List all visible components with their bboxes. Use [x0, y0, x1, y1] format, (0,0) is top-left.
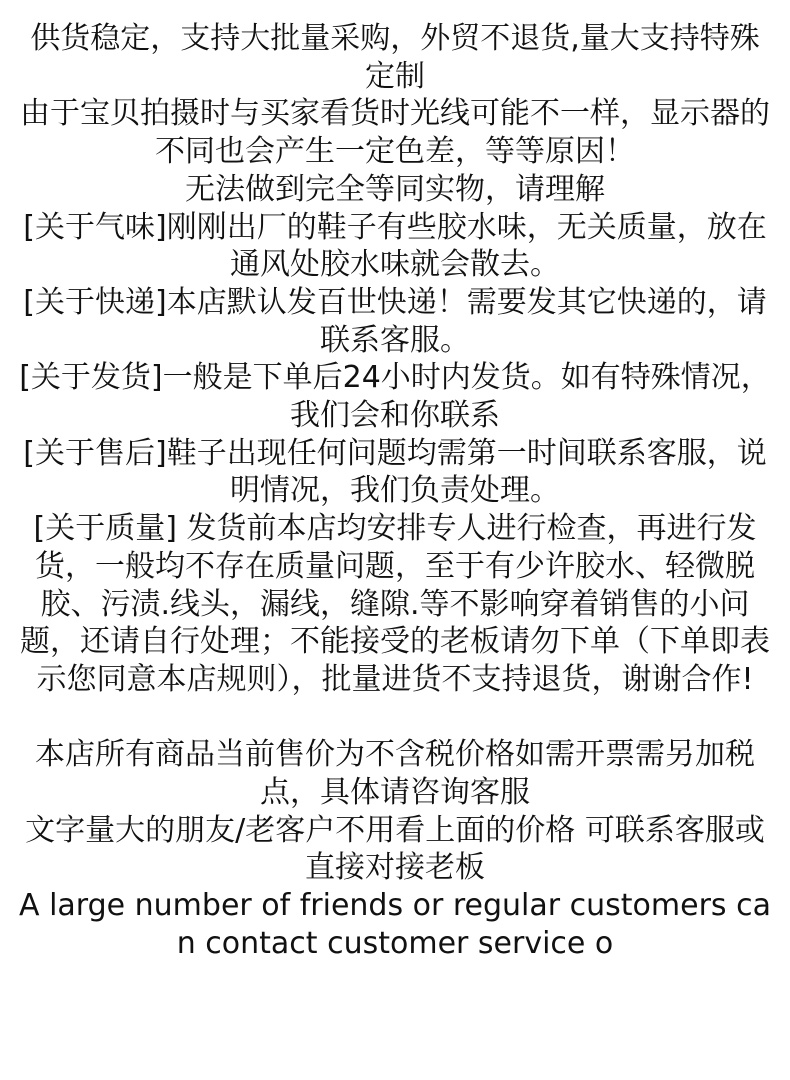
- supply-notice: 供货稳定，支持大批量采购，外贸不退货,量大支持特殊定制: [30, 21, 760, 94]
- english-notice: A large number of friends or regular customers can contact customer service o: [19, 888, 771, 961]
- after-sales-notice: [关于售后]鞋子出现任何问题均需第一时间联系客服，说明情况，我们负责处理。: [23, 435, 767, 509]
- understanding-notice: 无法做到完全等同实物，请理解: [185, 171, 605, 207]
- tax-notice: 本店所有商品当前售价为不含税价格如需开票需另加税点，具体请咨询客服: [35, 737, 755, 811]
- blank-line: [16, 699, 774, 737]
- express-notice: [关于快递]本店默认发百世快递！需要发其它快递的，请联系客服。: [23, 284, 767, 358]
- smell-notice: [关于气味]刚刚出厂的鞋子有些胶水味，无关质量，放在通风处胶水味就会散去。: [23, 209, 767, 283]
- bulk-customer-notice: 文字量大的朋友/老客户不用看上面的价格 可联系客服或直接对接老板: [25, 812, 765, 886]
- color-difference-notice: 由于宝贝拍摄时与买家看货时光线可能不一样，显示器的不同也会产生一定色差，等等原因！: [20, 96, 770, 170]
- shipping-notice: [关于发货]一般是下单后24小时内发货。如有特殊情况，我们会和你联系: [19, 360, 771, 434]
- quality-notice: [关于质量] 发货前本店均安排专人进行检查，再进行发货，一般均不存在质量问题，至于有少许胶水、轻微脱胶、污渍.线头，漏线，缝隙.等不影响穿着销售的小问题，还请自行处理；不能接受的老板请勿下单（下单即表示您同意本店规则），批量进货不支持退货，谢谢合作!: [20, 511, 770, 697]
